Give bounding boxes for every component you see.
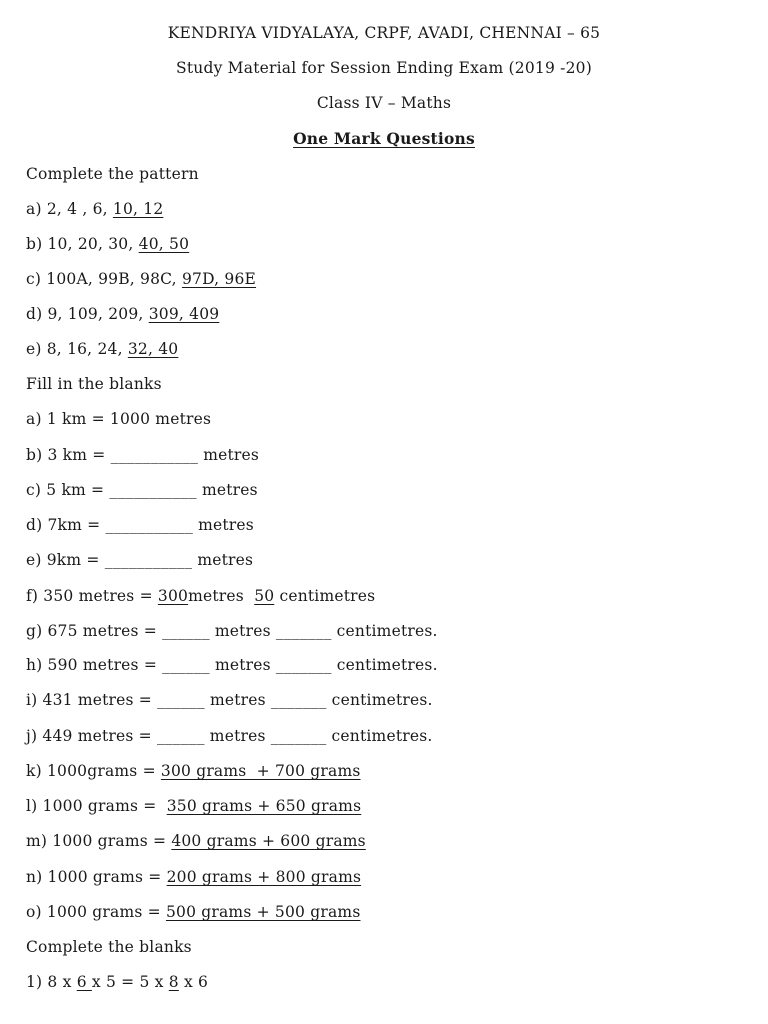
fill-item-d: d) 7km = ___________ metres: [26, 516, 254, 534]
answer-text: 350 grams + 650 grams: [166, 797, 362, 815]
pattern-item-b: [26, 235, 189, 253]
fill-item-f: [26, 587, 375, 605]
answer-text: 200 grams + 800 grams: [166, 868, 362, 886]
fill-item-a: a) 1 km = 1000 metres: [26, 410, 212, 428]
pattern-item-a: [26, 200, 163, 218]
school-title: KENDRIYA VIDYALAYA, CRPF, AVADI, CHENNAI – 65: [167, 24, 601, 42]
fill-item-l: [26, 797, 361, 815]
fill-item-h: h) 590 metres = ______ metres _______ centimetres.: [26, 656, 438, 674]
answer-text: 309, 409: [148, 305, 220, 323]
question-text: b) 10, 20, 30,: [26, 235, 139, 253]
pattern-item-c: [26, 270, 256, 288]
fill-item-o: [26, 903, 360, 921]
fill-item-i: i) 431 metres = ______ metres _______ centimetres.: [26, 691, 433, 709]
question-text: x 5 = 5 x: [91, 973, 169, 991]
fill-item-c: c) 5 km = ___________ metres: [26, 481, 258, 499]
question-text: n) 1000 grams =: [26, 868, 167, 886]
answer-text: 10, 12: [112, 200, 164, 218]
answer-text: 97D, 96E: [181, 270, 257, 288]
answer-text: 500 grams + 500 grams: [165, 903, 361, 921]
pattern-item-d: [26, 305, 219, 323]
fill-item-n: [26, 868, 361, 886]
complete-item-1: [26, 973, 208, 991]
question-text: m) 1000 grams =: [26, 832, 172, 850]
question-text: 1) 8 x: [26, 973, 77, 991]
pattern-heading: Complete the pattern: [26, 165, 199, 183]
question-text: metres: [188, 587, 255, 605]
answer-text: 300 grams + 700 grams: [160, 762, 361, 780]
question-text: c) 100A, 99B, 98C,: [26, 270, 182, 288]
answer-text: 300: [157, 587, 189, 605]
question-text: x 6: [178, 973, 209, 991]
fill-item-g: g) 675 metres = ______ metres _______ centimetres.: [26, 622, 438, 640]
question-text: l) 1000 grams =: [26, 797, 167, 815]
question-text: d) 9, 109, 209,: [26, 305, 149, 323]
fill-item-k: [26, 762, 361, 780]
fill-item-m: [26, 832, 366, 850]
question-text: e) 8, 16, 24,: [26, 340, 128, 358]
question-text: f) 350 metres =: [26, 587, 158, 605]
answer-text: 8: [168, 973, 179, 991]
exam-subtitle: Study Material for Session Ending Exam (2019 -20): [176, 59, 592, 77]
answer-text: 32, 40: [127, 340, 179, 358]
pattern-item-e: [26, 340, 178, 358]
answer-text: 400 grams + 600 grams: [171, 832, 366, 850]
question-text: o) 1000 grams =: [26, 903, 166, 921]
class-title: Class IV – Maths: [316, 94, 452, 112]
question-text: centimetres: [274, 587, 376, 605]
section-title: One Mark Questions: [293, 129, 475, 148]
complete-heading: Complete the blanks: [26, 938, 192, 956]
fill-item-e: e) 9km = ___________ metres: [26, 551, 254, 569]
answer-text: 40, 50: [138, 235, 190, 253]
question-text: a) 2, 4 , 6,: [26, 200, 113, 218]
question-text: k) 1000grams =: [26, 762, 161, 780]
fill-heading: Fill in the blanks: [26, 375, 162, 393]
fill-item-j: j) 449 metres = ______ metres _______ centimetres.: [26, 727, 433, 745]
answer-text: 50: [254, 587, 275, 605]
answer-text: 6: [76, 973, 92, 991]
fill-item-b: b) 3 km = ___________ metres: [26, 446, 260, 464]
